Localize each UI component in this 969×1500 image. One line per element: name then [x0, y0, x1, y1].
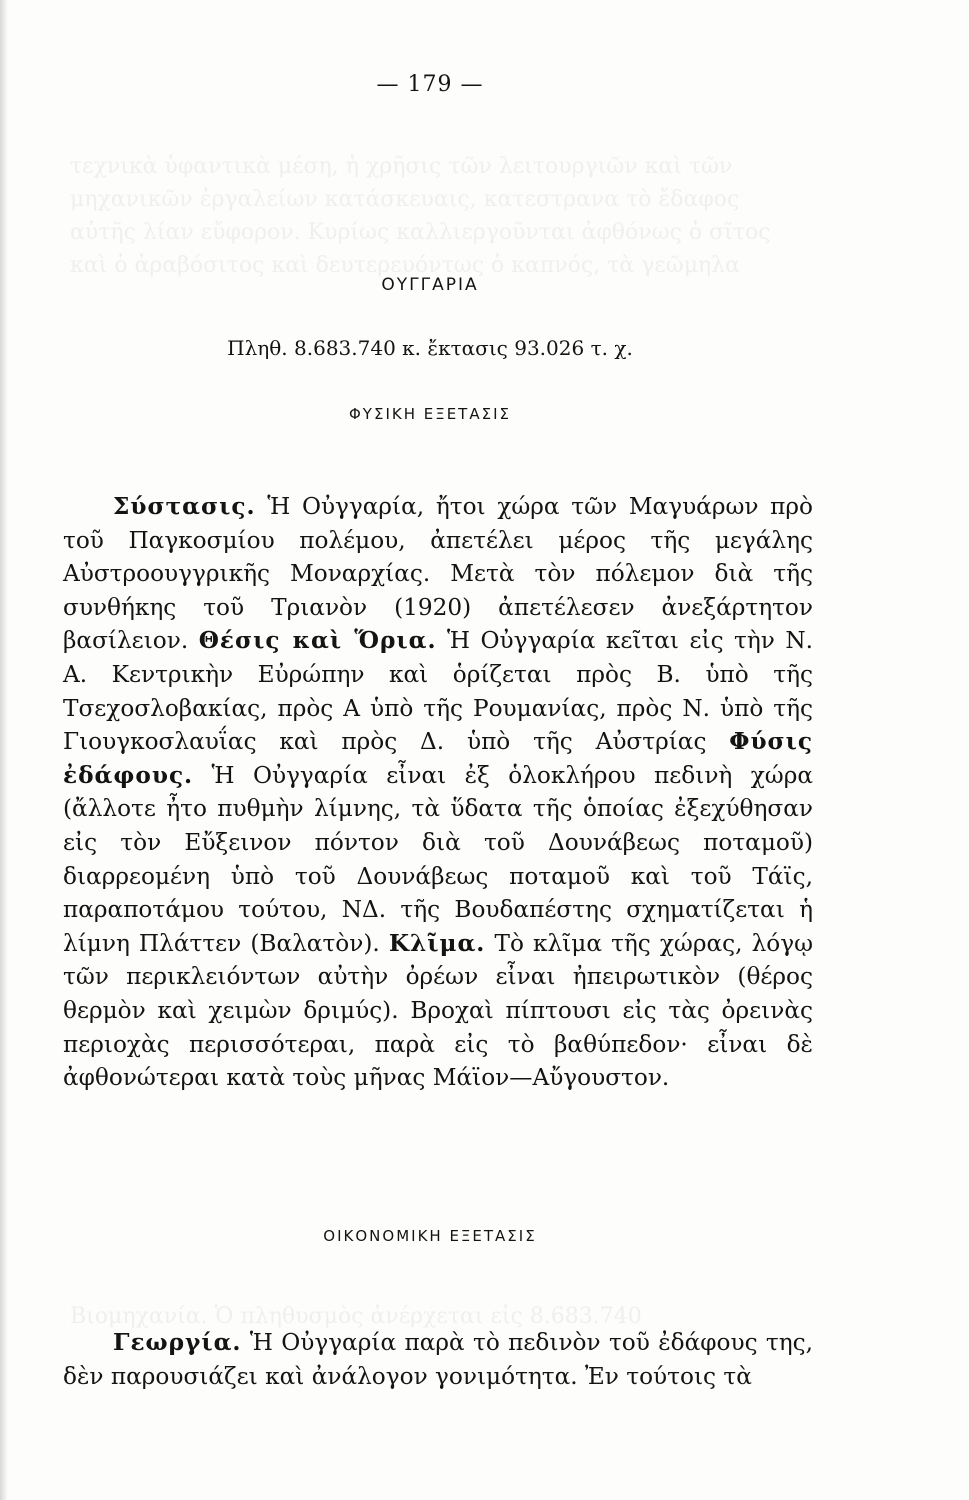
term-location-borders: Θέσις καὶ Ὅρια. — [198, 627, 437, 655]
paragraph-text: Ἡ Οὐγγαρία, ἤτοι χώρα τῶν Μαγυάρων πρὸ τοῦ Παγκοσμίου πολέμου, ἀπετέλει μέρος τῆς μεγάλης Αὐστροουγγρικῆς Μοναρχίας. Μετὰ τὸν πόλεμον διὰ τῆς συνθήκης τοῦ Τριανὸν (1920) ἀπετέλεσεν ἀνεξάρτητον βασίλειον. — [63, 493, 813, 655]
country-stats: Πληθ. 8.683.740 κ. ἔκτασις 93.026 τ. χ. — [227, 336, 633, 360]
paragraph-text: Ἡ Οὐγγαρία εἶναι ἐξ ὁλοκλήρου πεδινὴ χώρα (ἄλλοτε ἦτο πυθμὴν λίμνης, τὰ ὕδατα τῆς ὁποίας ἐξεχύθησαν εἰς τὸν Εὔξεινον πόντον διὰ τοῦ Δουνάβεως ποταμοῦ) διαρρεομένη ὑπὸ τοῦ Δουνάβεως ποταμοῦ καὶ τοῦ Τάϊς, παραποτάμου τούτου, ΝΔ. τῆς Βουδαπέστης σχηματίζεται ἡ λίμνη Πλάττεν (Βαλατὸν). — [63, 761, 813, 957]
binding-edge — [0, 0, 8, 1500]
term-composition: Σύστασις. — [113, 493, 256, 520]
bleed-through: μηχανικῶν ἐργαλείων κατάσκευαις, κατεστρανα τὸ ἔδαφος — [70, 187, 740, 212]
paragraph-text: Ἡ Οὐγγαρία παρὰ τὸ πεδινὸν τοῦ ἐδάφους της, δὲν παρουσιάζει καὶ ἀνάλογον γονιμότητα. Ἐν τούτοις τὰ — [63, 1329, 813, 1390]
page-number: — 179 — — [376, 72, 484, 97]
physical-section-body — [63, 490, 813, 1095]
section-heading-economic: ΟΙΚΟΝΟΜΙΚΗ ΕΞΕΤΑΣΙΣ — [323, 1227, 537, 1245]
term-agriculture: Γεωργία. — [113, 1329, 242, 1356]
term-climate: Κλῖμα. — [388, 929, 486, 957]
economic-section-body — [63, 1326, 813, 1393]
bleed-through: αὐτῆς λίαν εὔφορον. Κυρίως καλλιεργοῦνται ἀφθόνως ὁ σῖτος — [70, 220, 771, 245]
paragraph-text: Τὸ κλῖμα τῆς χώρας, λόγῳ τῶν περικλειόντων αὐτὴν ὀρέων εἶναι ἠπειρωτικὸν (θέρος θερμὸν καὶ χειμὼν δριμύς). Βροχαὶ πίπτουσι εἰς τὰς ὀρεινὰς περιοχὰς περισσότεραι, παρὰ εἰς τὸ βαθύπεδον· εἶναι δὲ ἀφθονώτεραι κατὰ τοὺς μῆνας Μάϊον—Αὔγουστον. — [63, 929, 813, 1092]
bleed-through: καὶ ὁ ἀραβόσιτος καὶ δευτερευόντως ὁ καπνός, τὰ γεῶμηλα — [70, 253, 741, 278]
section-heading-physical: ΦΥΣΙΚΗ ΕΞΕΤΑΣΙΣ — [349, 405, 511, 423]
bleed-through: Βιομηχανία. Ὁ πληθυσμὸς ἀνέρχεται εἰς 8.683.740 — [70, 1304, 642, 1329]
paragraph-agriculture — [63, 1329, 813, 1390]
bleed-through: τεχνικὰ ὑφαντικὰ μέση, ἡ χρῆσις τῶν λειτουργιῶν καὶ τῶν — [70, 154, 733, 179]
term-terrain: Φύσις ἐδάφους. — [63, 728, 813, 789]
chapter-title: ΟΥΓΓΑΡΙΑ — [381, 275, 479, 295]
paragraph-terrain — [63, 728, 813, 957]
paragraph-text: Ἡ Οὐγγαρία κεῖται εἰς τὴν Ν. Α. Κεντρικὴν Εὐρώπην καὶ ὁρίζεται πρὸς Β. ὑπὸ τῆς Τσεχοσλοβακίας, πρὸς Α ὑπὸ τῆς Ρουμανίας, πρὸς Ν. ὑπὸ τῆς Γιουγκοσλαυΐας καὶ πρὸς Δ. ὑπὸ τῆς Αὐστρίας — [63, 627, 813, 756]
